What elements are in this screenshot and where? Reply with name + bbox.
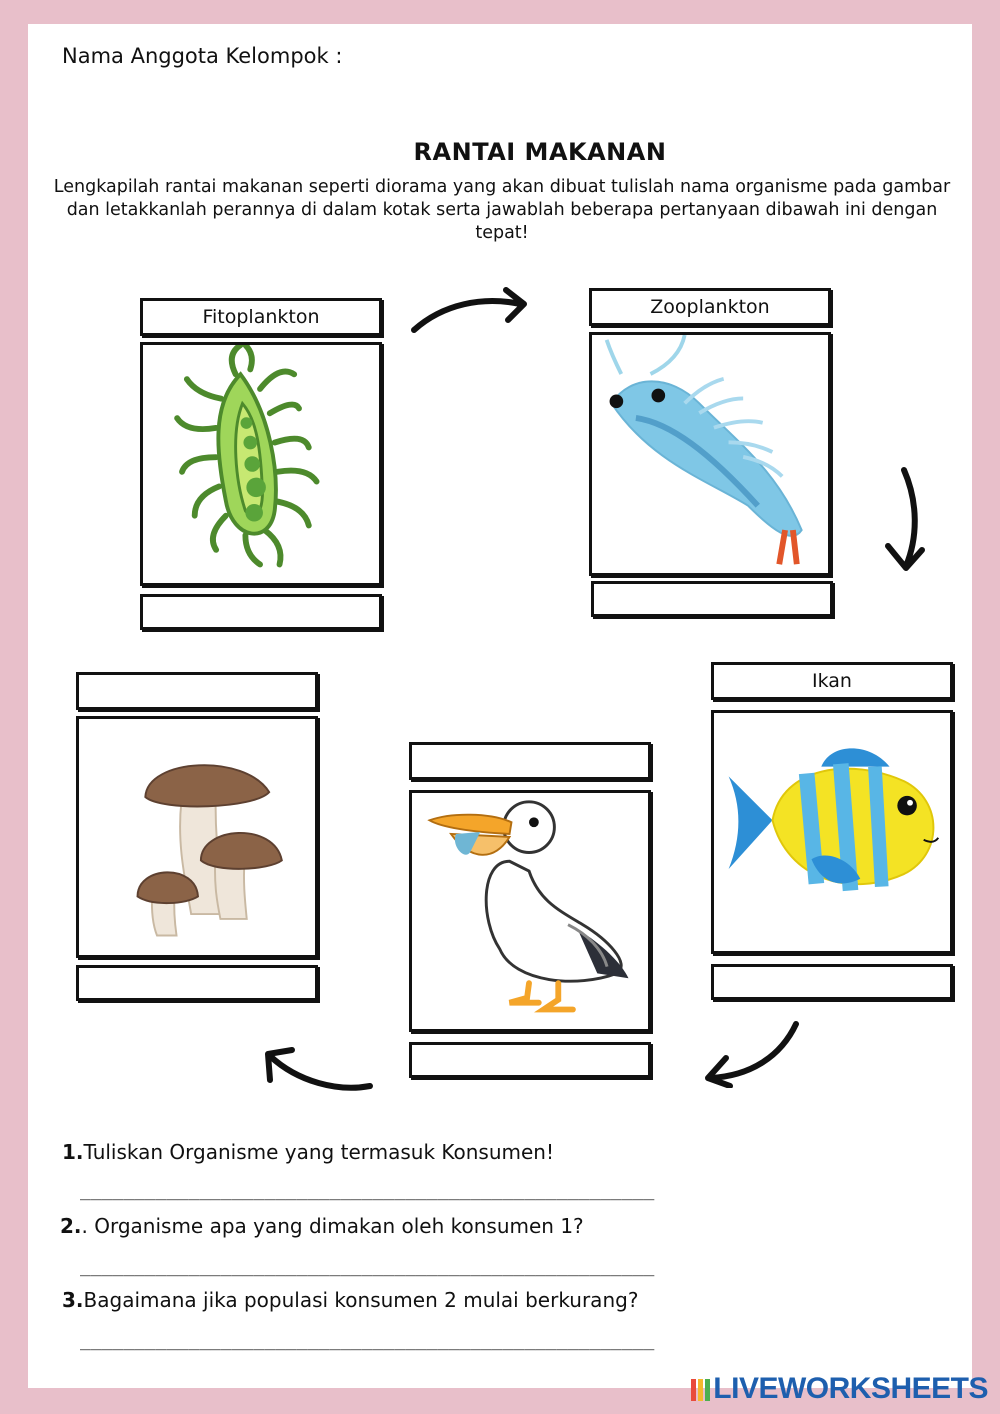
zooplankton-image [592,335,828,573]
fitoplankton-role-box[interactable] [140,594,382,630]
arrow-down-left-icon [696,1018,806,1088]
answer-line-rule: _____________________________________________________ [80,1330,655,1351]
question-text: Tuliskan Organisme yang termasuk Konsumen! [83,1140,555,1164]
ikan-image-box [711,710,953,954]
answer-line-2[interactable] [80,1256,958,1277]
question-number: 3. [62,1288,84,1312]
zooplankton-role-box[interactable] [591,581,833,617]
question-text: Bagaimana jika populasi konsumen 2 mulai berkurang? [83,1288,639,1312]
zooplankton-name-box[interactable] [589,288,831,326]
arrow-right-icon [408,282,538,342]
jamur-name-box[interactable] [76,672,318,710]
ikan-role-box[interactable] [711,964,953,1000]
pelican-image [412,793,648,1029]
jamur-role-box[interactable] [76,965,318,1001]
fitoplankton-image-box [140,342,382,586]
answer-line-1[interactable] [80,1180,958,1201]
mushroom-image [79,719,315,955]
fitoplankton-name: Fitoplankton [202,306,320,328]
brand-text: LIVEWORKSHEETS [713,1372,988,1405]
liveworksheets-mark-icon [691,1379,711,1401]
group-members-label: Nama Anggota Kelompok : [62,44,343,68]
question-2 [60,1214,584,1238]
question-number: 2. [60,1214,82,1238]
pelikan-image-box [409,790,651,1032]
answer-line-rule: _____________________________________________________ [80,1256,655,1277]
zooplankton-name: Zooplankton [650,296,770,318]
question-text: . Organisme apa yang dimakan oleh konsumen 1? [81,1214,584,1238]
question-1 [62,1140,554,1164]
phytoplankton-image [143,345,379,583]
fitoplankton-name-box[interactable] [140,298,382,336]
ikan-name: Ikan [812,670,852,692]
pelikan-name-box[interactable] [409,742,651,780]
fish-image [714,713,950,951]
question-number: 1. [62,1140,84,1164]
question-3 [62,1288,638,1312]
zooplankton-image-box [589,332,831,576]
ikan-name-box[interactable] [711,662,953,700]
instructions: Lengkapilah rantai makanan seperti diorama yang akan dibuat tulislah nama organisme pada gambar dan letakkanlah perannya di dalam kotak serta jawablah beberapa pertanyaan dibawah ini dengan tepat! [53,177,951,243]
answer-line-3[interactable] [80,1330,958,1351]
pelikan-role-box[interactable] [409,1042,651,1078]
arrow-down-icon [876,462,936,582]
arrow-left-icon [258,1040,378,1100]
page-title: RANTAI MAKANAN [413,138,667,166]
answer-line-rule: _____________________________________________________ [80,1180,655,1201]
jamur-image-box [76,716,318,958]
liveworksheets-logo [691,1372,988,1406]
